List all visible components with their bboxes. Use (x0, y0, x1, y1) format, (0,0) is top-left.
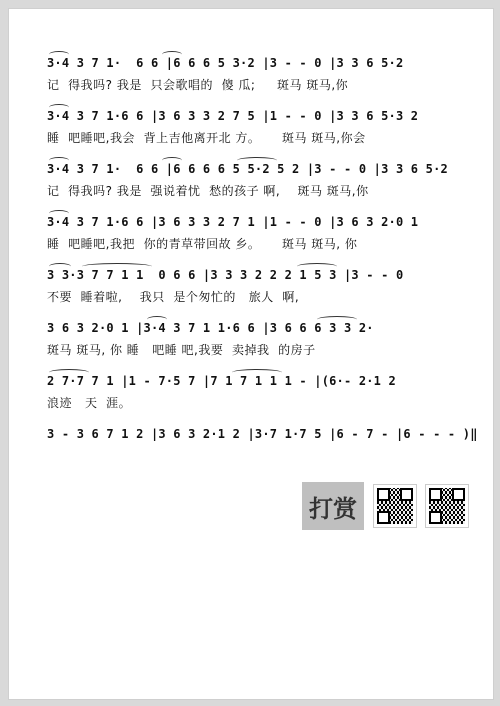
notation-line: 3·4 3 7 1· 6 6 |6 6 6 5 3·2 |3 - - 0 |3 3 6 5·2 (47, 56, 404, 70)
lyrics-line: 斑马 斑马, 你 睡 吧睡 吧,我要 卖掉我 的房子 (47, 343, 316, 357)
tip-section (302, 482, 468, 530)
tip-button[interactable]: 打赏 (302, 482, 364, 530)
lyrics-line: 不要 睡着啦, 我只 是个匆忙的 旅人 啊, (47, 290, 300, 304)
lyrics-line: 浪迹 天 涯。 (47, 396, 132, 410)
notation-line: 3 - 3 6 7 1 2 |3 6 3 2·1 2 |3·7 1·7 5 |6 - 7 - |6 - - - )‖ (47, 427, 478, 441)
qr-code-icon (426, 485, 468, 527)
score-sheet (8, 8, 494, 700)
lyrics-line: 睡 吧睡吧,我会 背上吉他离开北 方。 斑马 斑马,你会 (47, 131, 366, 145)
qr-code-icon (374, 485, 416, 527)
notation-line: 3·4 3 7 1·6 6 |3 6 3 3 2 7 1 |1 - - 0 |3 6 3 2·0 1 (47, 215, 419, 229)
lyrics-line: 睡 吧睡吧,我把 你的青草带回故 乡。 斑马 斑马, 你 (47, 237, 358, 251)
notation-line: 3 6 3 2·0 1 |3·4 3 7 1 1·6 6 |3 6 6 6 3 3 2· (47, 321, 374, 335)
lyrics-line: 记 得我吗? 我是 强说着忧 愁的孩子 啊, 斑马 斑马,你 (47, 184, 369, 198)
notation-line: 3·4 3 7 1·6 6 |3 6 3 3 2 7 5 |1 - - 0 |3 3 6 5·3 2 (47, 109, 419, 123)
lyrics-line: 记 得我吗? 我是 只会歌唱的 傻 瓜; 斑马 斑马,你 (47, 78, 349, 92)
notation-line: 3 3·3 7 7 1 1 0 6 6 |3 3 3 2 2 2 1 5 3 |3 - - 0 (47, 268, 404, 282)
notation-line: 2 7·7 7 1 |1 - 7·5 7 |7 1 7 1 1 1 - |(6·- 2·1 2 (47, 374, 396, 388)
notation-line: 3·4 3 7 1· 6 6 |6 6 6 6 5 5·2 5 2 |3 - - 0 |3 3 6 5·2 (47, 162, 448, 176)
